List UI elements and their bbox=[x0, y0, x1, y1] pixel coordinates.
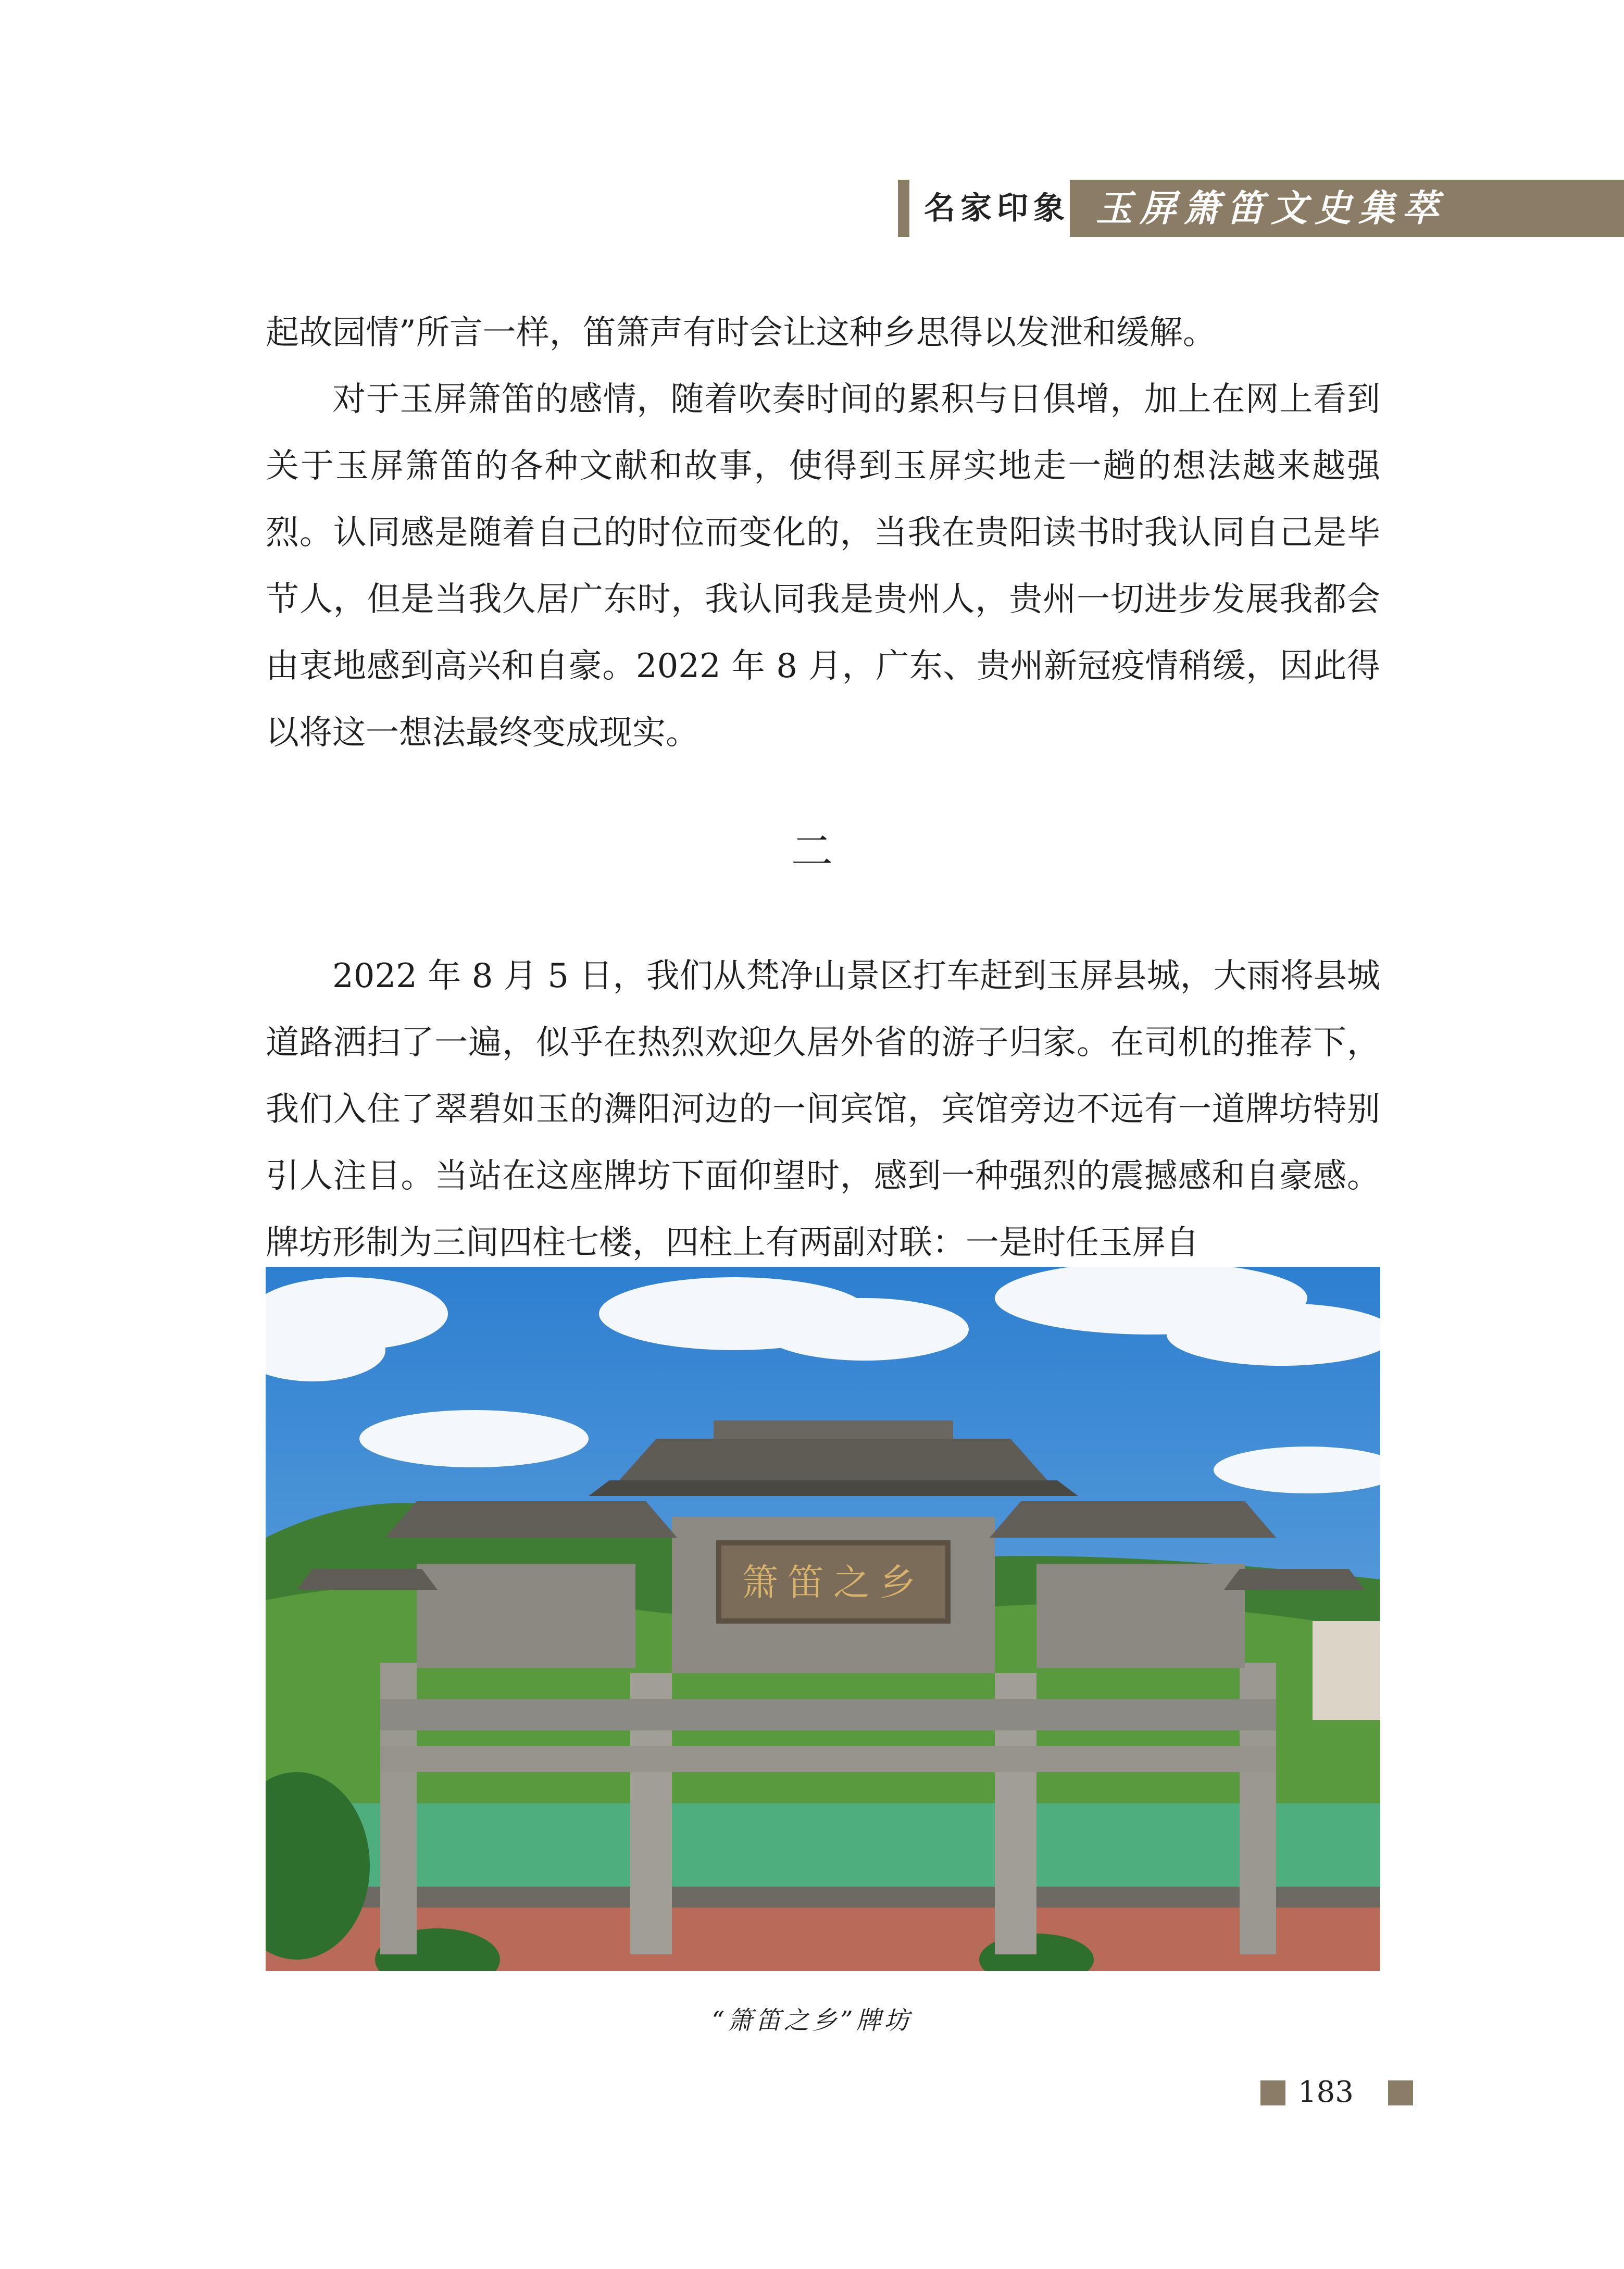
header-section-label: 名家印象 bbox=[924, 190, 1070, 227]
paragraph-text: 起故园情”所言一样，笛箫声有时会让这种乡思得以发泄和缓解。 bbox=[266, 314, 1216, 352]
archway-illustration bbox=[266, 1267, 1380, 1971]
body-paragraph-2 bbox=[266, 366, 1380, 766]
header-title-band bbox=[1070, 180, 1624, 237]
header-marker bbox=[898, 180, 909, 237]
body-paragraph-3 bbox=[266, 943, 1380, 1276]
paragraph-text: 2022 年 8 月 5 日，我们从梵净山景区打车赶到玉屏县城，大雨将县城道路洒扫了一遍，似乎在热烈欢迎久居外省的游子归家。在司机的推荐下，我们入住了翠碧如玉的㵲阳河边的一间宾馆，宾馆旁边不远有一道牌坊特别引人注目。当站在这座牌坊下面仰望时，感到一种强烈的震撼感和自豪感。牌坊形制为三间四柱七楼，四柱上有两副对联：一是时任玉屏自 bbox=[266, 957, 1380, 1262]
body-paragraph-1 bbox=[266, 300, 1380, 366]
archway-photo bbox=[266, 1267, 1380, 1971]
footer-square-right bbox=[1388, 2080, 1413, 2105]
section-heading: 二 bbox=[791, 827, 833, 876]
photo-caption: “箫笛之乡”牌坊 bbox=[711, 2006, 913, 2035]
plaque-text: 箫笛之乡 bbox=[742, 1561, 925, 1604]
footer-square-left bbox=[1260, 2080, 1285, 2105]
river bbox=[266, 1803, 1380, 1897]
page-number: 183 bbox=[1298, 2075, 1354, 2109]
running-header bbox=[898, 180, 1624, 237]
paragraph-text: 对于玉屏箫笛的感情，随着吹奏时间的累积与日俱增，加上在网上看到关于玉屏箫笛的各种文献和故事，使得到玉屏实地走一趟的想法越来越强烈。认同感是随着自己的时位而变化的，当我在贵阳读书时我认同自己是毕节人，但是当我久居广东时，我认同我是贵州人，贵州一切进步发展我都会由衷地感到高兴和自豪。2022 年 8 月，广东、贵州新冠疫情稍缓，因此得以将这一想法最终变成现实。 bbox=[266, 380, 1380, 752]
header-book-title: 玉屏箫笛文史集萃 bbox=[1096, 186, 1446, 230]
distant-building bbox=[1313, 1621, 1380, 1720]
railing bbox=[266, 1887, 1380, 1908]
